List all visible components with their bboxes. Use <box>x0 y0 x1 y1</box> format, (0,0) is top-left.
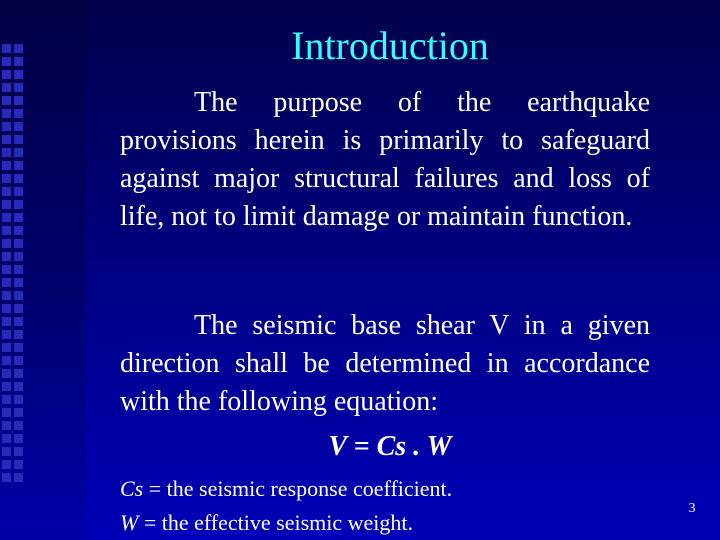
square-bullet-icon <box>14 421 23 430</box>
square-bullet-row <box>2 317 26 326</box>
slide-number: 3 <box>688 501 696 516</box>
square-bullet-icon <box>14 278 23 287</box>
slide-title: Introduction <box>291 23 489 68</box>
square-bullet-icon <box>2 382 11 391</box>
square-bullet-row <box>2 83 26 92</box>
square-bullet-row <box>2 239 26 248</box>
square-bullet-icon <box>14 473 23 482</box>
square-bullet-icon <box>14 291 23 300</box>
square-bullet-row <box>2 356 26 365</box>
square-bullet-icon <box>14 109 23 118</box>
square-bullet-icon <box>14 395 23 404</box>
square-bullet-icon <box>14 96 23 105</box>
square-bullet-icon <box>2 317 11 326</box>
square-bullet-icon <box>2 395 11 404</box>
square-bullet-icon <box>14 135 23 144</box>
square-bullet-row <box>2 122 26 131</box>
square-bullet-icon <box>2 460 11 469</box>
square-bullet-row <box>2 213 26 222</box>
square-bullet-icon <box>2 174 11 183</box>
square-bullet-icon <box>14 174 23 183</box>
square-bullet-icon <box>14 343 23 352</box>
square-bullet-row <box>2 265 26 274</box>
square-bullet-icon <box>14 187 23 196</box>
square-bullet-row <box>2 135 26 144</box>
square-bullet-row <box>2 382 26 391</box>
square-bullet-icon <box>14 148 23 157</box>
square-bullet-icon <box>2 109 11 118</box>
square-bullet-icon <box>2 369 11 378</box>
square-bullet-icon <box>2 239 11 248</box>
square-bullet-icon <box>14 330 23 339</box>
purpose-paragraph <box>120 84 650 236</box>
square-bullet-icon <box>2 291 11 300</box>
square-bullet-row <box>2 343 26 352</box>
square-bullet-icon <box>2 187 11 196</box>
square-bullet-row <box>2 408 26 417</box>
square-bullet-icon <box>2 83 11 92</box>
square-bullet-icon <box>14 122 23 131</box>
square-bullet-icon <box>2 148 11 157</box>
square-bullet-icon <box>14 317 23 326</box>
square-bullet-icon <box>2 434 11 443</box>
square-bullet-icon <box>14 213 23 222</box>
square-bullet-icon <box>2 473 11 482</box>
square-bullet-icon <box>2 226 11 235</box>
square-bullet-row <box>2 447 26 456</box>
square-bullet-icon <box>14 356 23 365</box>
square-bullet-icon <box>2 122 11 131</box>
square-bullet-icon <box>2 278 11 287</box>
square-bullet-icon <box>14 83 23 92</box>
square-bullet-icon <box>2 96 11 105</box>
square-bullet-row <box>2 369 26 378</box>
square-bullet-icon <box>14 460 23 469</box>
square-bullet-icon <box>2 447 11 456</box>
base-shear-equation: V = Cs . W <box>328 431 452 462</box>
square-bullet-row <box>2 57 26 66</box>
square-bullet-icon <box>2 330 11 339</box>
definition-cs <box>120 474 452 504</box>
definition-text: = the seismic response coefficient. <box>143 476 453 501</box>
square-bullet-row <box>2 291 26 300</box>
square-bullet-icon <box>2 304 11 313</box>
square-bullet-row <box>2 252 26 261</box>
square-bullet-icon <box>14 57 23 66</box>
square-bullet-icon <box>14 304 23 313</box>
square-bullet-row <box>2 96 26 105</box>
square-bullet-icon <box>2 408 11 417</box>
square-bullet-icon <box>2 161 11 170</box>
square-bullet-row <box>2 421 26 430</box>
definition-text: = the effective seismic weight. <box>138 510 414 535</box>
square-bullet-icon <box>2 213 11 222</box>
square-bullet-icon <box>2 421 11 430</box>
square-bullet-row <box>2 330 26 339</box>
square-bullet-icon <box>14 369 23 378</box>
square-bullet-row <box>2 161 26 170</box>
square-bullet-icon <box>2 265 11 274</box>
square-bullet-icon <box>14 408 23 417</box>
square-bullet-icon <box>14 161 23 170</box>
square-bullet-row <box>2 226 26 235</box>
square-bullet-icon <box>2 356 11 365</box>
square-bullet-row <box>2 460 26 469</box>
purpose-paragraph-text: The purpose of the earthquake provisions herein is primarily to safeguard against major structural failures and loss of life, not to limit damage or maintain function. <box>120 87 650 232</box>
square-bullet-row <box>2 200 26 209</box>
square-bullet-icon <box>14 265 23 274</box>
square-bullet-icon <box>14 44 23 53</box>
square-bullet-icon <box>2 57 11 66</box>
square-bullet-row <box>2 278 26 287</box>
square-bullet-icon <box>14 447 23 456</box>
square-bullet-row <box>2 148 26 157</box>
base-shear-paragraph-text: The seismic base shear V in a given direction shall be determined in accordance with the following equation: <box>120 310 650 417</box>
definition-w <box>120 508 413 538</box>
square-bullet-icon <box>14 226 23 235</box>
square-bullet-icon <box>14 239 23 248</box>
square-bullet-column <box>2 44 26 486</box>
square-bullet-icon <box>2 70 11 79</box>
square-bullet-row <box>2 434 26 443</box>
definition-symbol: W <box>120 510 139 535</box>
square-bullet-row <box>2 70 26 79</box>
square-bullet-icon <box>14 200 23 209</box>
square-bullet-row <box>2 395 26 404</box>
square-bullet-icon <box>2 200 11 209</box>
square-bullet-row <box>2 304 26 313</box>
square-bullet-icon <box>14 252 23 261</box>
left-decorative-band <box>0 0 86 540</box>
square-bullet-row <box>2 187 26 196</box>
square-bullet-icon <box>2 44 11 53</box>
square-bullet-icon <box>2 252 11 261</box>
square-bullet-icon <box>2 135 11 144</box>
base-shear-paragraph <box>120 307 650 421</box>
square-bullet-row <box>2 174 26 183</box>
square-bullet-row <box>2 109 26 118</box>
definition-symbol: Cs <box>120 476 144 501</box>
square-bullet-row <box>2 473 26 482</box>
square-bullet-icon <box>14 382 23 391</box>
square-bullet-icon <box>2 343 11 352</box>
square-bullet-row <box>2 44 26 53</box>
square-bullet-icon <box>14 434 23 443</box>
square-bullet-icon <box>14 70 23 79</box>
